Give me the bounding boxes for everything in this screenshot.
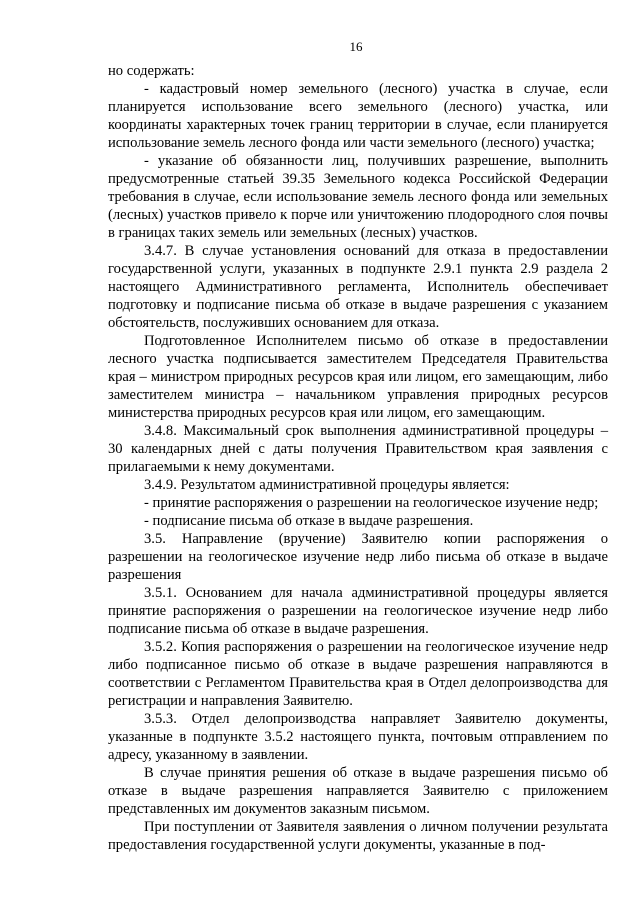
paragraph: 3.5.2. Копия распоряжения о разрешении на геологическое изучение недр либо подписанное письмо об отказе в выдаче разрешения направляются в соответствии с Регламентом Правительства края в Отдел делопроизводства для регистрации и направления Заявителю. (108, 639, 608, 709)
document-body (108, 62, 608, 854)
paragraph: 3.5.3. Отдел делопроизводства направляет Заявителю документы, указанные в подпункте 3.5.2 настоящего пункта, почтовым отправлением по адресу, указанному в заявлении. (108, 711, 608, 763)
paragraph: В случае принятия решения об отказе в выдаче разрешения письмо об отказе в выдаче разрешения направляется Заявителю с приложением представленных им документов заказным письмом. (108, 765, 608, 817)
paragraph: 3.4.7. В случае установления оснований для отказа в предоставлении государственной услуги, указанных в подпункте 2.9.1 пункта 2.9 раздела 2 настоящего Административного регламента, Исполнитель обеспечивает подготовку и подписание письма об отказе в выдаче разрешения с указанием обстоятельств, послуживших основанием для отказа. (108, 243, 608, 331)
paragraph: 3.4.8. Максимальный срок выполнения административной процедуры – 30 календарных дней с даты получения Правительством края заявления с прилагаемыми к нему документами. (108, 423, 608, 475)
paragraph: - указание об обязанности лиц, получивших разрешение, выполнить предусмотренные статьей 39.35 Земельного кодекса Российской Федерации требования в случае, если использование земель лесного фонда или земельных (лесных) участков привело к порче или уничтожению плодородного слоя почвы в границах таких земель или земельных (лесных) участков. (108, 153, 608, 241)
paragraph: - кадастровый номер земельного (лесного) участка в случае, если планируется использование всего земельного (лесного) участка, или координаты характерных точек границ территории в случае, если планируется использование земель лесного фонда или части земельного (лесного) участка; (108, 81, 608, 151)
paragraph: При поступлении от Заявителя заявления о личном получении результата предоставления государственной услуги документы, указанные в под- (108, 819, 608, 853)
paragraph: но содержать: (108, 63, 195, 79)
paragraph: 3.5.1. Основанием для начала административной процедуры является принятие распоряжения о разрешении на геологическое изучение недр либо подписание письма об отказе в выдаче разрешения. (108, 585, 608, 637)
paragraph: Подготовленное Исполнителем письмо об отказе в предоставлении лесного участка подписывается заместителем Председателя Правительства края – министром природных ресурсов края или лицом, его замещающим, либо заместителем министра – начальником управления природных ресурсов министерства природных ресурсов края или лицом, его замещающим. (108, 333, 608, 421)
section-heading: 3.5. Направление (вручение) Заявителю копии распоряжения о разрешении на геологическое изучение недр либо письма об отказе в выдаче разрешения (108, 531, 608, 583)
paragraph: - подписание письма об отказе в выдаче разрешения. (144, 513, 474, 529)
page-number: 16 (349, 39, 363, 54)
paragraph: - принятие распоряжения о разрешении на геологическое изучение недр; (144, 495, 599, 511)
paragraph: 3.4.9. Результатом административной процедуры является: (144, 477, 510, 493)
